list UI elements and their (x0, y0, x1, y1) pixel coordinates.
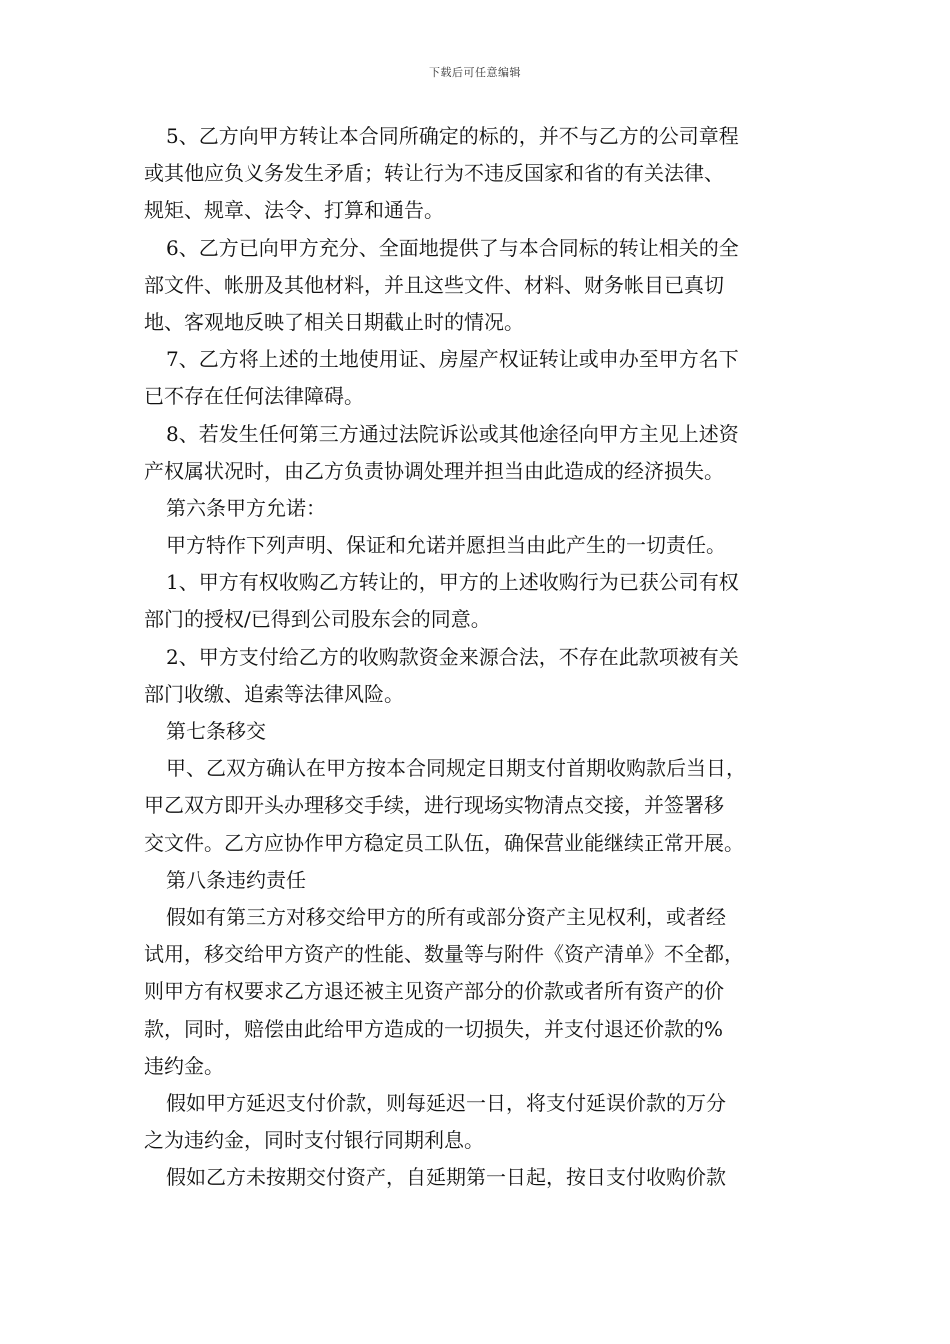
text-line: 违约金。 (144, 1053, 224, 1078)
text-line: 已不存在任何法律障碍。 (144, 384, 364, 409)
text-line: 假如甲方延迟支付价款，则每延迟一日，将支付延误价款的万分 (166, 1090, 726, 1115)
text-line: 1、甲方有权收购乙方转让的，甲方的上述收购行为已获公司有权 (166, 570, 739, 595)
text-line: 部门的授权/已得到公司股东会的同意。 (144, 607, 491, 632)
text-line: 甲方特作下列声明、保证和允诺并愿担当由此产生的一切责任。 (166, 533, 726, 558)
text-line: 之为违约金，同时支付银行同期利息。 (144, 1128, 484, 1153)
text-line: 或其他应负义务发生矛盾；转让行为不违反国家和省的有关法律、 (144, 161, 724, 186)
text-line: 地、客观地反映了相关日期截止时的情况。 (144, 309, 524, 334)
section-heading: 第六条甲方允诺： (166, 495, 326, 520)
text-line: 部文件、帐册及其他材料，并且这些文件、材料、财务帐目已真切 (144, 272, 724, 297)
text-line: 部门收缴、追索等法律风险。 (144, 681, 404, 706)
text-line: 交文件。乙方应协作甲方稳定员工队伍，确保营业能继续正常开展。 (144, 830, 744, 855)
text-line: 规矩、规章、法令、打算和通告。 (144, 198, 444, 223)
section-heading: 第八条违约责任 (166, 867, 306, 892)
text-line: 则甲方有权要求乙方退还被主见资产部分的价款或者所有资产的价 (144, 979, 724, 1004)
document-body (144, 118, 810, 1196)
text-line: 产权属状况时，由乙方负责协调处理并担当由此造成的经济损失。 (144, 458, 724, 483)
text-line: 假如有第三方对移交给甲方的所有或部分资产主见权利，或者经 (166, 904, 726, 929)
text-line: 试用，移交给甲方资产的性能、数量等与附件《资产清单》不全都， (144, 942, 744, 967)
text-line: 款，同时，赔偿由此给甲方造成的一切损失，并支付退还价款的% (144, 1016, 724, 1041)
page-header: 下载后可任意编辑 (429, 66, 521, 79)
text-line: 假如乙方未按期交付资产，自延期第一日起，按日支付收购价款 (166, 1165, 726, 1190)
text-line: 8、若发生任何第三方通过法院诉讼或其他途径向甲方主见上述资 (166, 421, 739, 446)
section-heading: 第七条移交 (166, 719, 266, 743)
text-line: 甲、乙双方确认在甲方按本合同规定日期支付首期收购款后当日， (166, 756, 746, 781)
text-line: 2、甲方支付给乙方的收购款资金来源合法，不存在此款项被有关 (166, 644, 739, 669)
text-line: 6、乙方已向甲方充分、全面地提供了与本合同标的转让相关的全 (166, 235, 739, 260)
text-line: 甲乙双方即开头办理移交手续，进行现场实物清点交接，并签署移 (144, 793, 724, 818)
text-line: 7、乙方将上述的土地使用证、房屋产权证转让或申办至甲方名下 (166, 347, 739, 372)
text-line: 5、乙方向甲方转让本合同所确定的标的，并不与乙方的公司章程 (166, 124, 739, 148)
